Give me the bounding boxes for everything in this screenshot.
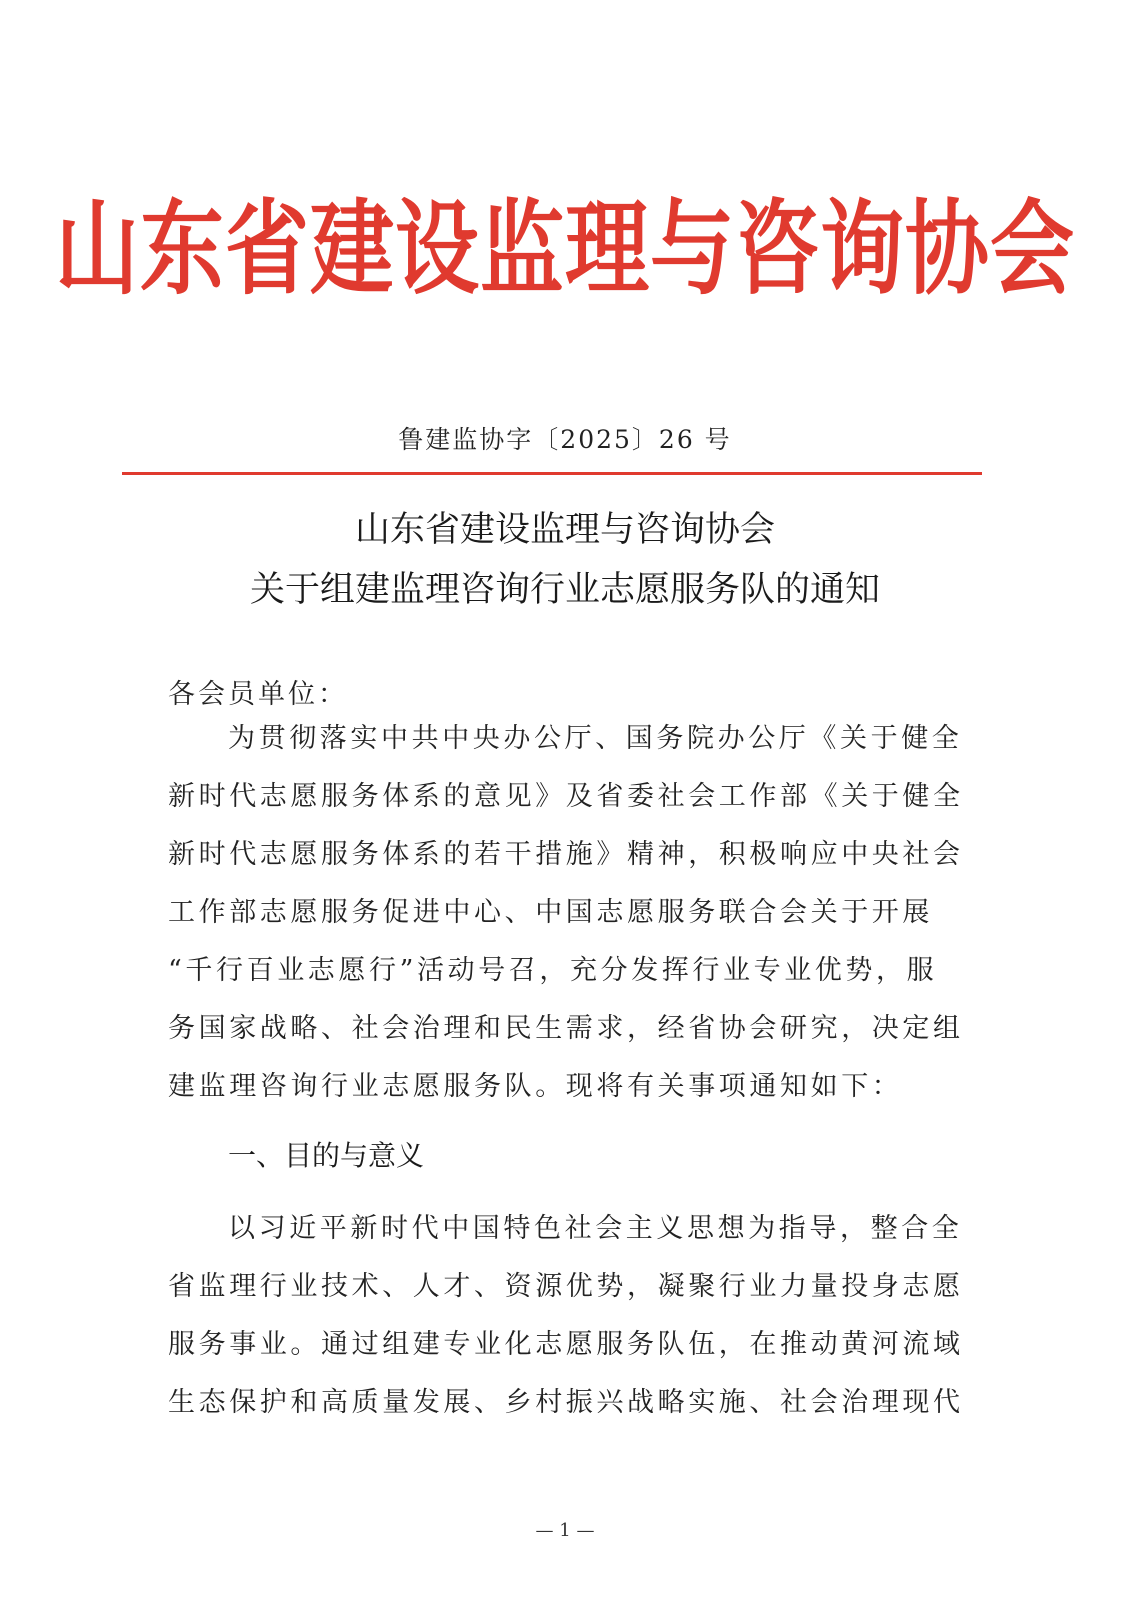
salutation: 各会员单位： xyxy=(168,679,348,710)
paragraph-line: 省监理行业技术、人才、资源优势，凝聚行业力量投身志愿 xyxy=(168,1271,964,1302)
paragraph-line: 服务事业。通过组建专业化志愿服务队伍，在推动黄河流域 xyxy=(168,1329,964,1360)
paragraph-line: 务国家战略、社会治理和民生需求，经省协会研究，决定组 xyxy=(168,1013,964,1044)
paragraph-line: 工作部志愿服务促进中心、中国志愿服务联合会关于开展 xyxy=(168,897,933,928)
paragraph-line: 建监理咨询行业志愿服务队。现将有关事项通知如下： xyxy=(168,1071,903,1102)
paragraph-line: 生态保护和高质量发展、乡村振兴战略实施、社会治理现代 xyxy=(168,1387,964,1418)
paragraph-purpose xyxy=(168,1200,968,1432)
notice-title-line-1: 山东省建设监理与咨询协会 xyxy=(354,510,775,550)
paragraph-line: 新时代志愿服务体系的意见》及省委社会工作部《关于健全 xyxy=(168,781,964,812)
section-heading-purpose: 一、目的与意义 xyxy=(228,1139,425,1172)
page-number: — 1 — xyxy=(535,1520,595,1541)
document-number: 鲁建监协字〔2025〕26 号 xyxy=(398,425,732,454)
paragraph-line: “千行百业志愿行”活动号召，充分发挥行业专业优势，服 xyxy=(168,955,938,986)
paragraph-line: 以习近平新时代中国特色社会主义思想为指导，整合全 xyxy=(228,1213,963,1244)
paragraph-line: 新时代志愿服务体系的若干措施》精神，积极响应中央社会 xyxy=(168,839,964,870)
notice-title-line-2: 关于组建监理咨询行业志愿服务队的通知 xyxy=(249,570,880,610)
masthead-title: 山东省建设监理与咨询协会 xyxy=(55,188,1076,308)
paragraph-intro xyxy=(168,710,968,1116)
red-divider-rule xyxy=(122,472,982,475)
paragraph-line: 为贯彻落实中共中央办公厅、国务院办公厅《关于健全 xyxy=(228,723,963,754)
